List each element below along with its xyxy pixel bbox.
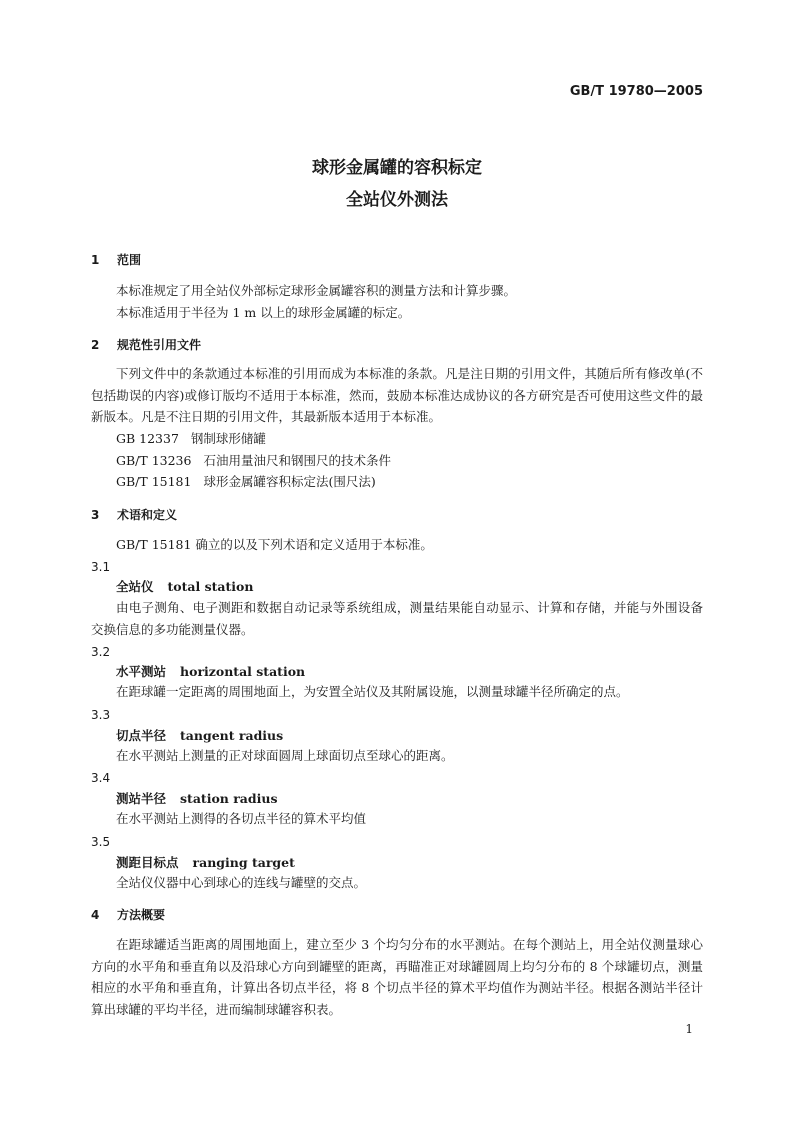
term-heading bbox=[116, 789, 278, 807]
reference-code: GB/T 15181 bbox=[116, 474, 192, 489]
reference-item bbox=[116, 428, 266, 449]
term-number: 3.4 bbox=[91, 771, 111, 785]
reference-name: 钢制球形储罐 bbox=[190, 431, 266, 446]
term-heading bbox=[116, 853, 295, 871]
term-english: ranging target bbox=[192, 855, 295, 870]
term-heading bbox=[116, 577, 253, 595]
reference-code: GB 12337 bbox=[116, 431, 179, 446]
term-chinese: 测站半径 bbox=[116, 791, 167, 806]
term-heading bbox=[116, 662, 305, 680]
document-title: 球形金属罐的容积标定 bbox=[312, 158, 482, 178]
paragraph: 下列文件中的条款通过本标准的引用而成为本标准的条款。凡是注日期的引用文件，其随后所有修改单(不包括勘误的内容)或修订版均不适用于本标准，然而，鼓励本标准达成协议的各方研究是否可使用这些文件的最新版本。凡是不注日期的引用文件，其最新版本适用于本标准。 bbox=[91, 366, 703, 424]
term-chinese: 切点半径 bbox=[116, 728, 167, 743]
paragraph: 本标准适用于半径为 1 m 以上的球形金属罐的标定。 bbox=[116, 305, 411, 320]
term-english: station radius bbox=[180, 791, 278, 806]
section-title: 范围 bbox=[117, 253, 142, 267]
term-definition: 在水平测站上测得的各切点半径的算术平均值 bbox=[116, 811, 367, 826]
section-heading-method-summary bbox=[91, 906, 165, 923]
term-number: 3.2 bbox=[91, 645, 111, 659]
term-chinese: 全站仪 bbox=[116, 579, 154, 594]
section-number: 4 bbox=[91, 908, 100, 922]
term-english: tangent radius bbox=[180, 728, 284, 743]
reference-code: GB/T 13236 bbox=[116, 453, 192, 468]
section-title: 术语和定义 bbox=[117, 508, 178, 522]
term-number: 3.1 bbox=[91, 560, 111, 574]
section-title: 方法概要 bbox=[117, 908, 166, 922]
section-heading-normative-references bbox=[91, 336, 201, 353]
term-heading bbox=[116, 726, 283, 744]
term-definition: 在水平测站上测量的正对球面圆周上球面切点至球心的距离。 bbox=[116, 748, 454, 763]
paragraph: 在距球罐适当距离的周围地面上，建立至少 3 个均匀分布的水平测站。在每个测站上，用全站仪测量球心方向的水平角和垂直角以及沿球心方向到罐壁的距离，再瞄准正对球罐圆周上均匀分布的 8 个球罐切点，测量相应的水平角和垂直角，计算出各切点半径，将 8 个切点半径的算术平均值作为测站半径。根据各测站半径计算出球罐的平均半径，进而编制球罐容积表。 bbox=[91, 937, 703, 1017]
term-chinese: 测距目标点 bbox=[116, 855, 179, 870]
page-number: 1 bbox=[685, 1022, 693, 1036]
term-chinese: 水平测站 bbox=[116, 664, 167, 679]
term-number: 3.3 bbox=[91, 708, 111, 722]
paragraph: 本标准规定了用全站仪外部标定球形金属罐容积的测量方法和计算步骤。 bbox=[116, 283, 517, 298]
reference-name: 石油用量油尺和钢围尺的技术条件 bbox=[203, 453, 391, 468]
reference-item bbox=[116, 471, 376, 492]
section-heading-scope bbox=[91, 251, 141, 268]
section-title: 规范性引用文件 bbox=[117, 338, 202, 352]
term-english: horizontal station bbox=[180, 664, 306, 679]
standard-code: GB/T 19780—2005 bbox=[569, 84, 703, 99]
document-subtitle: 全站仪外测法 bbox=[346, 190, 448, 210]
section-number: 3 bbox=[91, 508, 100, 522]
paragraph: GB/T 15181 确立的以及下列术语和定义适用于本标准。 bbox=[116, 537, 433, 552]
section-number: 2 bbox=[91, 338, 100, 352]
term-definition: 全站仪仪器中心到球心的连线与罐壁的交点。 bbox=[116, 875, 367, 890]
reference-name: 球形金属罐容积标定法(围尺法) bbox=[203, 474, 376, 489]
term-definition: 在距球罐一定距离的周围地面上，为安置全站仪及其附属设施，以测量球罐半径所确定的点。 bbox=[116, 684, 629, 699]
reference-item bbox=[116, 450, 391, 471]
term-english: total station bbox=[167, 579, 254, 594]
section-heading-terms bbox=[91, 506, 177, 523]
term-definition: 由电子测角、电子测距和数据自动记录等系统组成，测量结果能自动显示、计算和存储，并能与外围设备交换信息的多功能测量仪器。 bbox=[91, 600, 703, 637]
term-number: 3.5 bbox=[91, 835, 111, 849]
section-number: 1 bbox=[91, 253, 100, 267]
